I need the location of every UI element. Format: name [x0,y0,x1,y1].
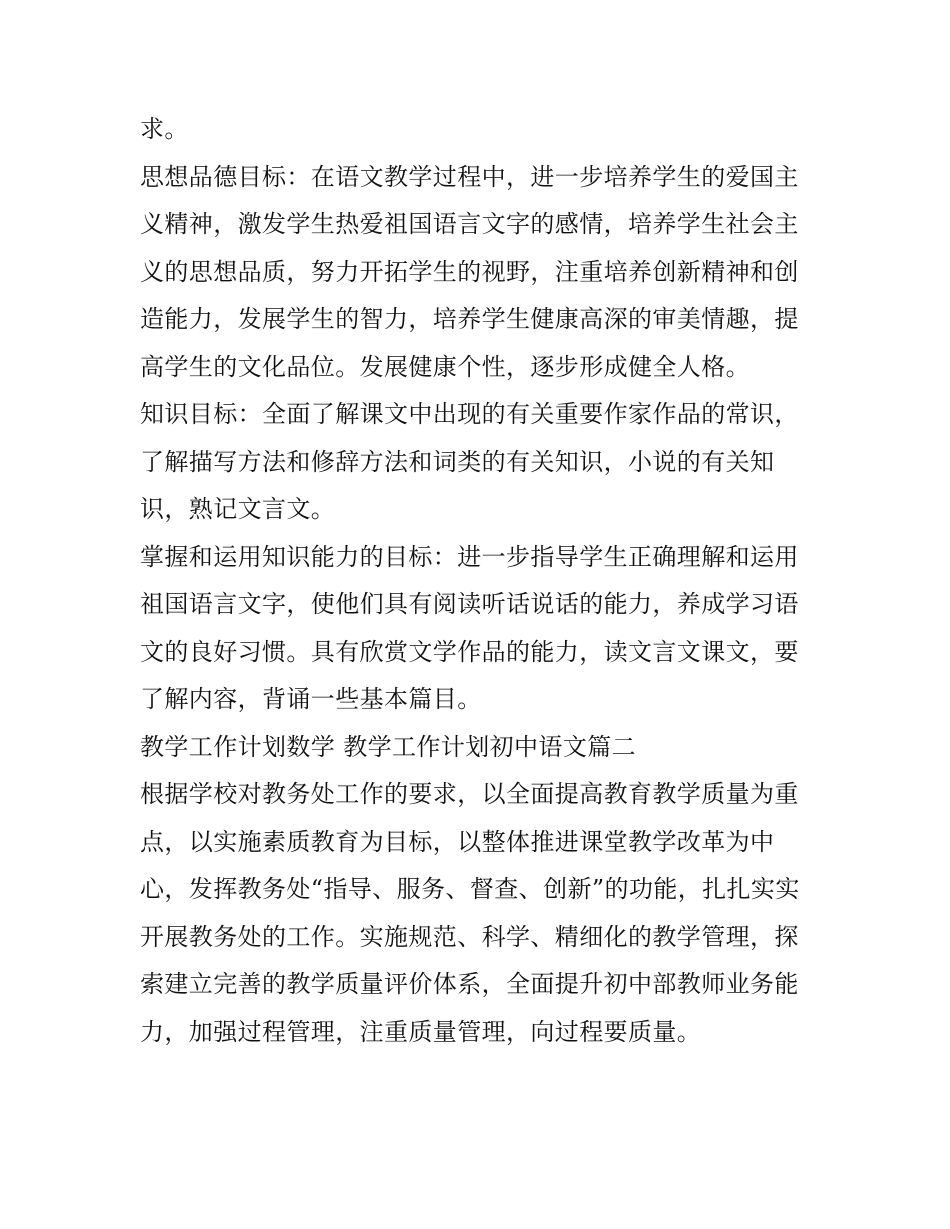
text-line: 文的良好习惯。具有欣赏文学作品的能力，读文言文课文，要 [140,637,799,666]
text-line: 高学生的文化品位。发展健康个性，逐步形成健全人格。 [140,352,750,381]
text-line: 点，以实施素质教育为目标，以整体推进课堂教学改革为中 [140,827,775,856]
document-body [140,106,820,1056]
text-line: 思想品德目标：在语文教学过程中，进一步培养学生的爱国主 [140,162,799,191]
text-line: 义精神，激发学生热爱祖国语言文字的感情，培养学生社会主 [140,210,799,238]
text-line: 根据学校对教务处工作的要求，以全面提高教育教学质量为重 [140,780,799,808]
text-line: 知识目标：全面了解课文中出现的有关重要作家作品的常识， [140,400,799,428]
text-line: 祖国语言文字，使他们具有阅读听话说话的能力，养成学习语 [140,590,799,618]
text-line: 索建立完善的教学质量评价体系，全面提升初中部教师业务能 [140,970,799,998]
text-line: 识，熟记文言文。 [140,495,336,523]
text-line: 义的思想品质，努力开拓学生的视野，注重培养创新精神和创 [140,257,799,286]
text-line: 开展教务处的工作。实施规范、科学、精细化的教学管理，探 [140,922,799,951]
section-heading: 教学工作计划数学 教学工作计划初中语文篇二 [140,732,637,761]
text-line: 心，发挥教务处“指导、服务、督查、创新”的功能，扎扎实实 [140,875,800,903]
text-line: 了解内容，背诵一些基本篇目。 [140,685,482,713]
text-line: 力，加强过程管理，注重质量管理，向过程要质量。 [140,1017,702,1046]
text-line: 求。 [140,115,189,143]
text-line: 造能力，发展学生的智力，培养学生健康高深的审美情趣，提 [140,305,799,333]
text-line: 了解描写方法和修辞方法和词类的有关知识，小说的有关知 [140,447,775,476]
text-line: 掌握和运用知识能力的目标：进一步指导学生正确理解和运用 [140,542,799,571]
